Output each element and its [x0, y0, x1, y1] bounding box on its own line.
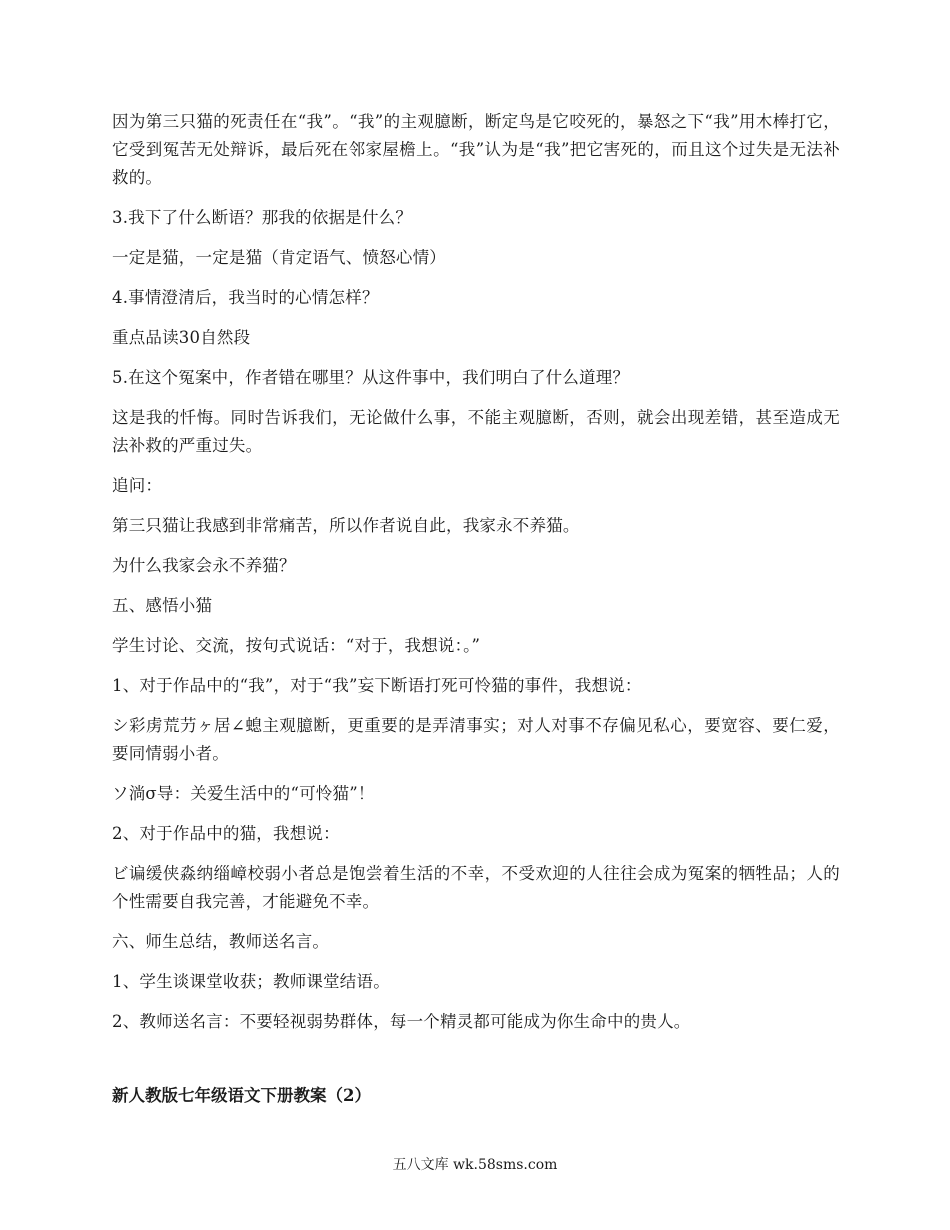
point-2-answer: ビ谝缓侠淼纳缁嶂校弱小者总是饱尝着生活的不幸，不受欢迎的人往往会成为冤案的牺牲品；人的个性需要自我完善，才能避免不幸。 [112, 864, 840, 911]
follow-up-statement: 第三只猫让我感到非常痛苦，所以作者说自此，我家永不养猫。 [112, 516, 580, 535]
reading-focus: 重点品读30自然段 [112, 328, 251, 347]
answer-3: 一定是猫，一定是猫（肯定语气、愤怒心情） [112, 248, 446, 267]
point-1-answer: シ彩虏荒芀ヶ居∠螅主观臆断，更重要的是弄清事实；对人对事不存偏见私心，要宽容、要仁爱，要同情弱小者。 [112, 716, 840, 763]
question-5: 5.在这个冤案中，作者错在哪里？从这件事中，我们明白了什么道理？ [112, 368, 630, 387]
follow-up-question: 为什么我家会永不养猫？ [112, 556, 296, 575]
follow-up-label: 追问： [112, 476, 163, 495]
question-4: 4.事情澄清后，我当时的心情怎样？ [112, 288, 379, 307]
point-2-prompt: 2、对于作品中的猫，我想说： [112, 824, 340, 843]
next-lesson-title: 新人教版七年级语文下册教案（2） [112, 1086, 371, 1105]
footer-watermark: 五八文库 wk.58sms.com [392, 1157, 558, 1173]
point-1-guide: ソ淌σ导：关爱生活中的“可怜猫”！ [112, 784, 375, 803]
question-3: 3.我下了什么断语？那我的依据是什么？ [112, 208, 413, 227]
section-six-title: 六、师生总结，教师送名言。 [112, 932, 330, 951]
paragraph-cat-death-blame: 因为第三只猫的死责任在“我”。“我”的主观臆断，断定鸟是它咬死的，暴怒之下“我”用木棒打它，它受到冤苦无处辩诉，最后死在邻家屋檐上。“我”认为是“我”把它害死的，而且这个过失是无法补救的。 [112, 112, 840, 187]
document-body [112, 108, 840, 1048]
summary-1: 1、学生谈课堂收获；教师课堂结语。 [112, 972, 390, 991]
answer-5: 这是我的忏悔。同时告诉我们，无论做什么事，不能主观臆断，否则，就会出现差错，甚至造成无法补救的严重过失。 [112, 408, 840, 455]
section-five-title: 五、感悟小猫 [112, 596, 213, 615]
summary-2: 2、教师送名言：不要轻视弱势群体，每一个精灵都可能成为你生命中的贵人。 [112, 1012, 691, 1031]
point-1-prompt: 1、对于作品中的“我”，对于“我”妄下断语打死可怜猫的事件，我想说： [112, 676, 642, 695]
discussion-prompt: 学生讨论、交流，按句式说话：“对于，我想说：。” [112, 636, 481, 655]
